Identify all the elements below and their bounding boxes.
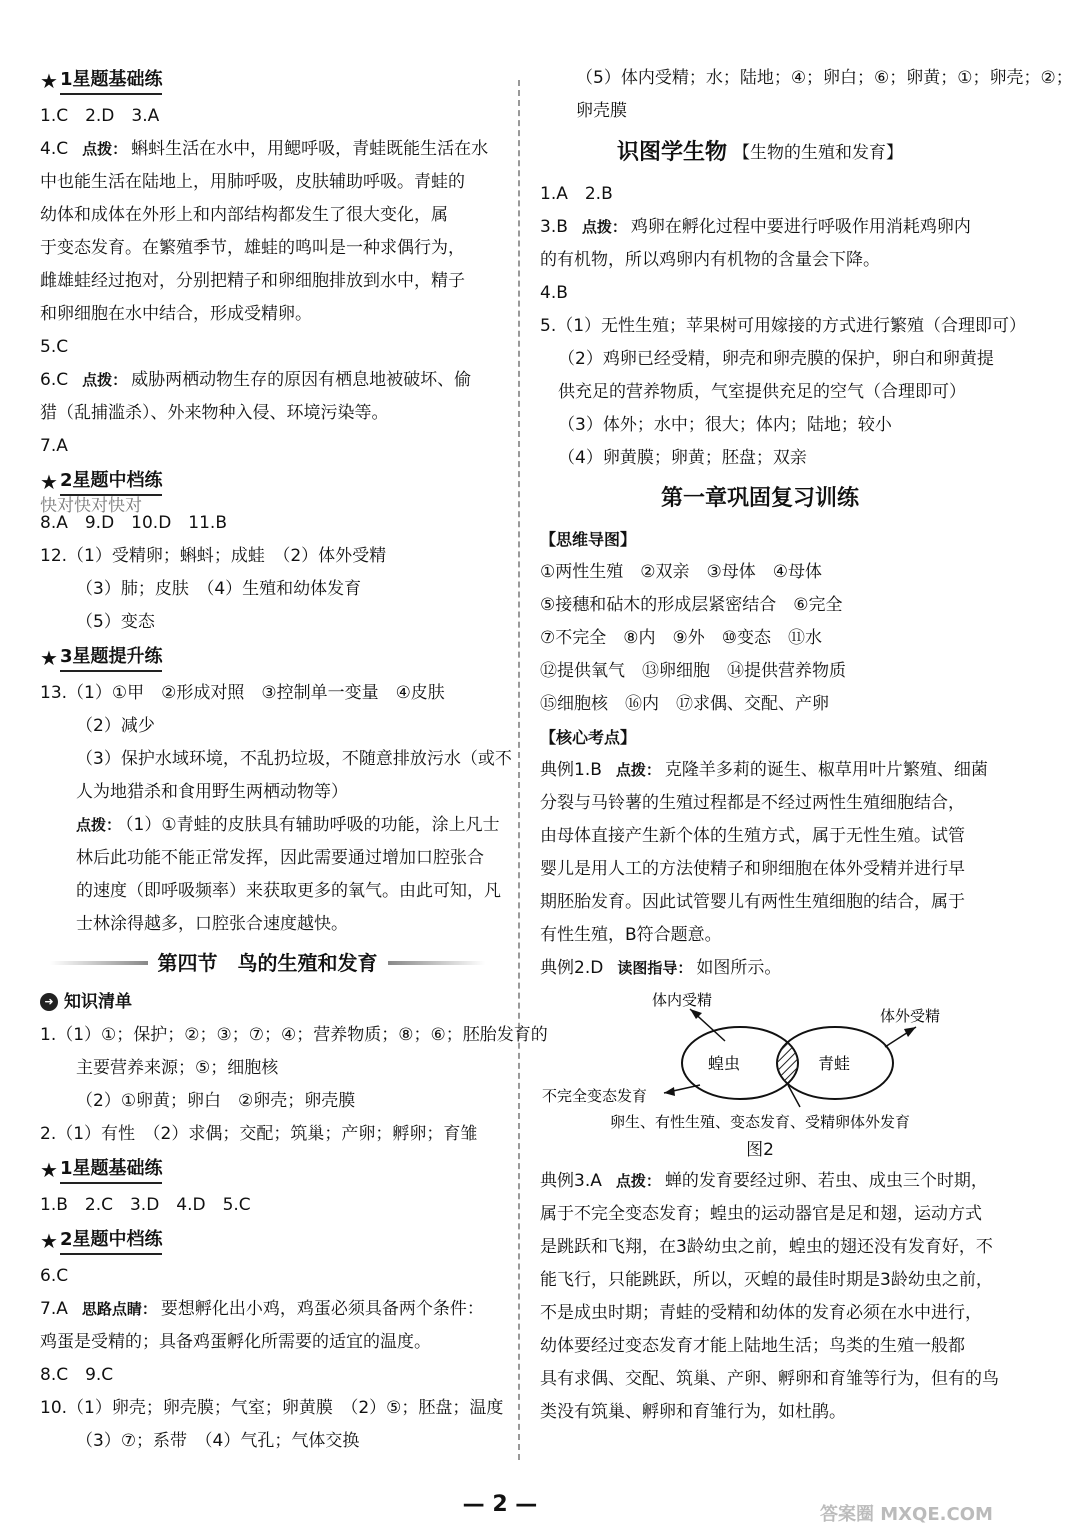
section-title: 识图学生物 【生物的生殖和发育】 [616, 140, 903, 165]
answer-line: 鸡蛋是受精的；具备鸡蛋孵化所需要的适宜的温度。 [40, 1332, 431, 1352]
diagram-bottom-label: 卵生、有性生殖、变态发育、受精卵体外发育 [610, 1113, 911, 1131]
section-1star: ★ 1星题基础练 [40, 62, 495, 100]
answer-line: 士林涂得越多，口腔张合速度越快。 [76, 914, 348, 934]
answer-line: 人为地猎杀和食用野生两栖动物等） [76, 782, 348, 802]
knowledge-list-heading: ➜ 知识清单 [40, 985, 495, 1019]
mind-map-heading: 【思维导图】 [540, 530, 637, 549]
answer-line: 8.C 9.C [40, 1365, 114, 1385]
answer-line: 7.A [40, 436, 68, 456]
page-number: — 2 — [462, 1492, 538, 1517]
right-column [540, 62, 1073, 1429]
answer-line: （2）减少 [76, 716, 155, 736]
answer-line: 典例3.A 点拨： 蝉的发育要经过卵、若虫、成虫三个时期， [540, 1171, 988, 1191]
answer-line: 1.（1）①；保护；②；③；⑦；④；营养物质；⑧；⑥；胚胎发育的 [40, 1025, 548, 1045]
answer-line: （3）保护水域环境，不乱扔垃圾，不随意排放污水（或不 [76, 749, 512, 769]
answer-line: 不是成虫时期；青蛙的受精和幼体的发育必须在水中进行， [540, 1303, 982, 1323]
answer-line: ①两性生殖 ②双亲 ③母体 ④母体 [540, 562, 822, 582]
answer-line: 8.A 9.D 10.D 11.B [40, 513, 227, 533]
answer-line: （3）体外；水中；很大；体内；陆地；较小 [558, 415, 892, 435]
answer-line: 有性生殖，B符合题意。 [540, 925, 722, 945]
answer-line: 6.C [40, 1266, 69, 1286]
answer-line: （4）卵黄膜；卵黄；胚盘；双亲 [558, 448, 807, 468]
answer-line: （2）①卵黄；卵白 ②卵壳；卵壳膜 [76, 1091, 356, 1111]
answer-line: 的有机物，所以鸡卵内有机物的含量会下降。 [540, 250, 880, 270]
diagram-left-label: 不完全变态发育 [542, 1087, 648, 1105]
watermark-text: 快对快对快对 [40, 496, 142, 516]
left-column [40, 62, 548, 1458]
answer-line: 期胚胎发育。因此试管婴儿有两性生殖细胞的结合，属于 [540, 892, 965, 912]
star-icon: ★ [40, 470, 58, 494]
figure-caption: 图2 [746, 1140, 774, 1160]
answer-line: ⑮细胞核 ⑯内 ⑰求偶、交配、产卵 [540, 694, 829, 714]
answer-line: 5.C [40, 337, 69, 357]
star-icon: ★ [40, 646, 58, 670]
answer-line: 主要营养来源；⑤；细胞核 [76, 1058, 279, 1078]
section-2star: ★ 2星题中档练 [40, 1222, 495, 1260]
answer-line: 4.C 点拨： 蝌蚪生活在水中，用鳃呼吸，青蛙既能生活在水 [40, 139, 489, 159]
answer-line: 属于不完全变态发育；蝗虫的运动器官是足和翅，运动方式 [540, 1204, 982, 1224]
diagram-frog-label: 青蛙 [818, 1054, 851, 1073]
answer-line: 雌雄蛙经过抱对，分别把精子和卵细胞排放到水中，精子 [40, 271, 465, 291]
diagram-top-label: 体内受精 [652, 991, 713, 1009]
answer-line: 典例2.D 读图指导： 如图所示。 [540, 958, 782, 978]
answer-line: 幼体和成体在外形上和内部结构都发生了很大变化，属 [40, 205, 448, 225]
answer-line: （5）变态 [76, 612, 155, 632]
section-2star: ★ 2星题中档练 快对快对快对 [40, 463, 495, 501]
section-heading: 第四节 鸟的生殖和发育 [40, 941, 495, 985]
answer-line: 12.（1）受精卵；蝌蚪；成蛙 （2）体外受精 [40, 546, 387, 566]
diagram-locust-label: 蝗虫 [708, 1054, 741, 1073]
answer-line: 婴儿是用人工的方法使精子和卵细胞在体外受精并进行早 [540, 859, 965, 879]
section-1star: ★ 1星题基础练 [40, 1151, 495, 1189]
answer-line: 1.C 2.D 3.A [40, 106, 160, 126]
venn-diagram [540, 985, 980, 1135]
answer-line: 是跳跃和飞翔，在3龄幼虫之前，蝗虫的翅还没有发育好，不 [540, 1237, 993, 1257]
answer-line: 3.B 点拨： 鸡卵在孵化过程中要进行呼吸作用消耗鸡卵内 [540, 217, 971, 237]
answer-line: 13.（1）①甲 ②形成对照 ③控制单一变量 ④皮肤 [40, 683, 445, 703]
site-watermark: 答案圈 MXQE.COM [820, 1504, 993, 1525]
column-divider [518, 80, 520, 1460]
answer-line: （3）肺；皮肤 （4）生殖和幼体发育 [76, 579, 362, 599]
answer-line: 卵壳膜 [576, 101, 627, 121]
star-icon: ★ [40, 69, 58, 93]
venn-svg [540, 985, 980, 1135]
answer-line: 5.（1）无性生殖；苹果树可用嫁接的方式进行繁殖（合理即可） [540, 316, 1027, 336]
answer-line: 典例1.B 点拨： 克隆羊多莉的诞生、椒草用叶片繁殖、细菌 [540, 760, 988, 780]
answer-line: 供充足的营养物质，气室提供充足的空气（合理即可） [558, 382, 966, 402]
answer-line: 分裂与马铃薯的生殖过程都是不经过两性生殖细胞结合， [540, 793, 965, 813]
answer-line: ⑤接穗和砧木的形成层紧密结合 ⑥完全 [540, 595, 843, 615]
answer-line: 具有求偶、交配、筑巢、产卵、孵卵和育雏等行为，但有的鸟 [540, 1369, 999, 1389]
answer-line: 于变态发育。在繁殖季节，雄蛙的鸣叫是一种求偶行为， [40, 238, 465, 258]
core-points-heading: 【核心考点】 [540, 728, 637, 747]
star-icon: ★ [40, 1158, 58, 1182]
answer-line: 7.A 思路点睛： 要想孵化出小鸡，鸡蛋必须具备两个条件： [40, 1299, 484, 1319]
answer-line: 中也能生活在陆地上，用肺呼吸，皮肤辅助呼吸。青蛙的 [40, 172, 465, 192]
answer-line: ⑫提供氧气 ⑬卵细胞 ⑭提供营养物质 [540, 661, 846, 681]
answer-line: 和卵细胞在水中结合，形成受精卵。 [40, 304, 312, 324]
section-3star: ★ 3星题提升练 [40, 639, 495, 677]
diagram-right-label: 体外受精 [880, 1007, 941, 1025]
answer-line: 10.（1）卵壳；卵壳膜；气室；卵黄膜 （2）⑤；胚盘；温度 [40, 1398, 504, 1418]
answer-line: 点拨： （1）①青蛙的皮肤具有辅助呼吸的功能，涂上凡士 [76, 815, 500, 835]
answer-line: 能飞行，只能跳跃，所以，灭蝗的最佳时期是3龄幼虫之前， [540, 1270, 993, 1290]
answer-line: 1.B 2.C 3.D 4.D 5.C [40, 1195, 251, 1215]
answer-line: 2.（1）有性 （2）求偶；交配；筑巢；产卵；孵卵；育雏 [40, 1124, 478, 1144]
answer-line: 4.B [540, 283, 568, 303]
answer-line: 1.A 2.B [540, 184, 613, 204]
star-icon: ★ [40, 1229, 58, 1253]
chapter-title: 第一章巩固复习训练 [660, 486, 859, 511]
answer-line: 林后此功能不能正常发挥，因此需要通过增加口腔张合 [76, 848, 484, 868]
answer-line: 幼体要经过变态发育才能上陆地生活；鸟类的生殖一般都 [540, 1336, 965, 1356]
answer-line: ⑦不完全 ⑧内 ⑨外 ⑩变态 ⑪水 [540, 628, 822, 648]
answer-line: 由母体直接产生新个体的生殖方式，属于无性生殖。试管 [540, 826, 965, 846]
answer-line: 猎（乱捕滥杀）、外来物种入侵、环境污染等。 [40, 403, 389, 423]
answer-line: 6.C 点拨： 威胁两栖动物生存的原因有栖息地被破坏、偷 [40, 370, 472, 390]
arrow-icon: ➜ [40, 993, 58, 1011]
answer-line: （2）鸡卵已经受精，卵壳和卵壳膜的保护，卵白和卵黄提 [558, 349, 994, 369]
answer-line: 类没有筑巢、孵卵和育雏行为，如杜鹃。 [540, 1402, 846, 1422]
answer-line: （5）体内受精；水；陆地；④；卵白；⑥；卵黄；①；卵壳；②； [576, 68, 1073, 88]
answer-line: （3）⑦；系带 （4）气孔；气体交换 [76, 1431, 360, 1451]
answer-line: 的速度（即呼吸频率）来获取更多的氧气。由此可知，凡 [76, 881, 501, 901]
